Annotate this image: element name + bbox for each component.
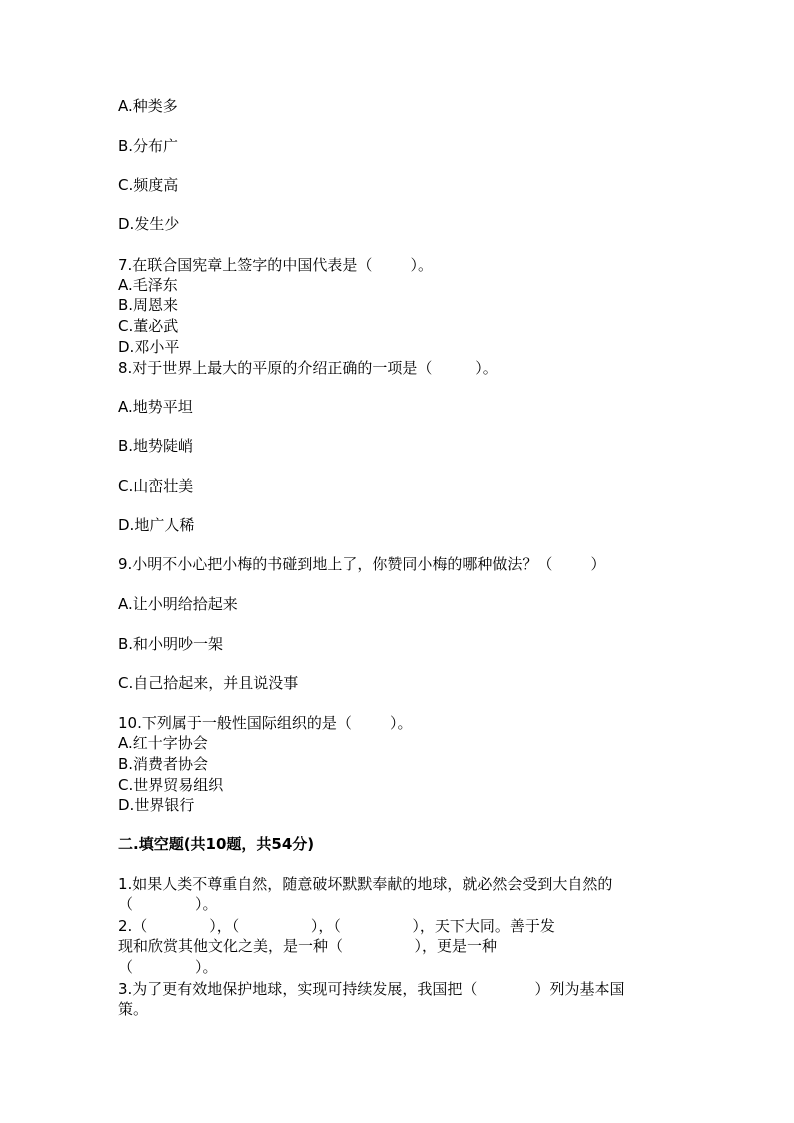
fill3-line1: 3.为了更有效地保护地球，实现可持续发展，我国把（ ）列为基本国 (118, 980, 625, 998)
fill2-line3: （ ）。 (118, 958, 218, 976)
fill1-line1: 1.如果人类不尊重自然，随意破坏默默奉献的地球，就必然会受到大自然的 (118, 875, 613, 893)
q9-option-b: B.和小明吵一架 (118, 635, 224, 653)
q7-option-c: C.董必武 (118, 317, 179, 335)
q10-option-c: C.世界贸易组织 (118, 776, 224, 794)
q7-option-b: B.周恩来 (118, 296, 179, 314)
q7-option-a: A.毛泽东 (118, 276, 178, 294)
q8-option-d: D.地广人稀 (118, 516, 195, 534)
q10-option-a: A.红十字协会 (118, 734, 208, 752)
q6-option-d: D.发生少 (118, 215, 180, 233)
q8-stem: 8.对于世界上最大的平原的介绍正确的一项是（ ）。 (118, 359, 498, 377)
q6-option-b: B.分布广 (118, 137, 179, 155)
q8-option-a: A.地势平坦 (118, 398, 193, 416)
q9-option-a: A.让小明给拾起来 (118, 595, 238, 613)
section-title: 二.填空题(共10题，共54分) (118, 835, 315, 853)
q9-option-c: C.自己拾起来，并且说没事 (118, 674, 299, 692)
q7-option-d: D.邓小平 (118, 338, 180, 356)
q8-option-c: C.山峦壮美 (118, 477, 194, 495)
q10-option-d: D.世界银行 (118, 796, 195, 814)
fill2-line2: 现和欣赏其他文化之美，是一种（ ），更是一种 (118, 937, 498, 955)
q10-option-b: B.消费者协会 (118, 755, 209, 773)
q6-option-c: C.频度高 (118, 176, 179, 194)
fill2-line1: 2.（ ），（ ），（ ），天下大同。善于发 (118, 917, 555, 935)
fill3-line2: 策。 (118, 1000, 149, 1018)
q8-option-b: B.地势陡峭 (118, 437, 194, 455)
q7-stem: 7.在联合国宪章上签字的中国代表是（ ）。 (118, 256, 433, 274)
fill1-line2: （ ）。 (118, 895, 218, 913)
q9-stem: 9.小明不小心把小梅的书碰到地上了，你赞同小梅的哪种做法？（ ） (118, 555, 606, 573)
q10-stem: 10.下列属于一般性国际组织的是（ ）。 (118, 714, 413, 732)
q6-option-a: A.种类多 (118, 97, 178, 115)
